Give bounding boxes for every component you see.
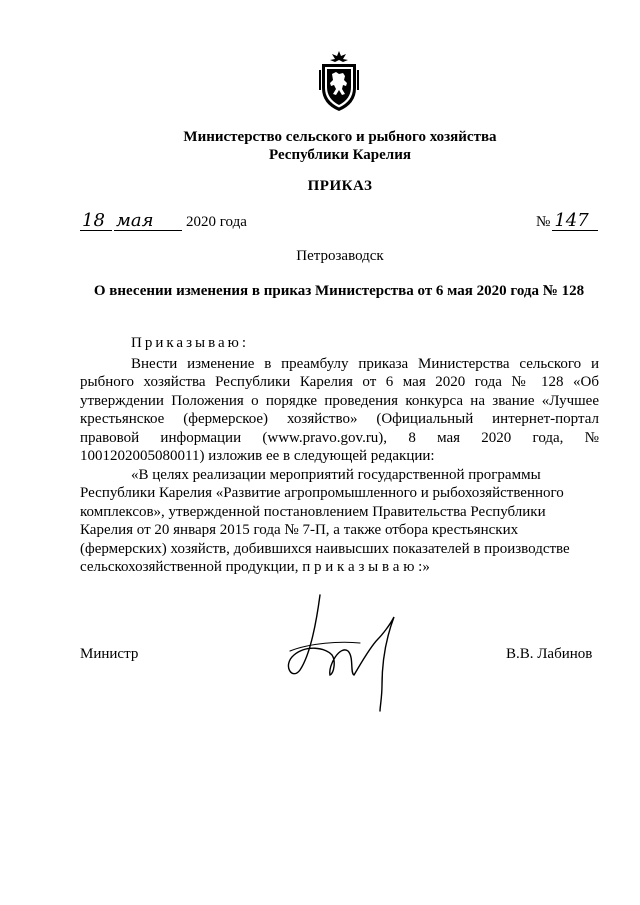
paragraph-1 (80, 355, 599, 465)
order-word: Приказываю: (131, 335, 249, 351)
number-sign: № (536, 214, 551, 230)
paragraph-2-main: «В целях реализации мероприятий государственной программы Республики Карелия «Развитие агропромышленного и рыбохозяйственного комплексов», утвержденной постановлением Правительства Республики Карелия от 20 января 2015 года № 7-П, а также отбора крестьянских (фермерских) хозяйств, добившихся наивысших показателей в производстве сельскохозяйственной продукции, (80, 467, 570, 576)
document-number (536, 212, 598, 231)
signer-name: В.В. Лабинов (506, 646, 593, 662)
paragraph-2-text (80, 466, 599, 576)
handwritten-signature-icon (270, 585, 420, 715)
number-value: 147 (552, 212, 598, 231)
city-name: Петрозаводск (296, 248, 384, 264)
ministry-name-line2: Республики Карелия (269, 147, 411, 163)
paragraph-1-text: Внести изменение в преамбулу приказа Министерства сельского и рыбного хозяйства Республики Карелия от 6 мая 2020 года № 128 «Об утверждении Положения о порядке проведения конкурса на звание «Лучшее крестьянское (фермерское) хозяйство» (Официальный интернет-портал правовой информации (www.pravo.gov.ru), 8 мая 2020 года, № 1001202005080011) изложив ее в следующей редакции: (80, 356, 599, 465)
date-year: 2020 года (186, 214, 247, 230)
signer-title: Министр (80, 646, 139, 662)
paragraph-2-end: п р и к а з ы в а ю :» (302, 559, 430, 576)
paragraph-2 (80, 466, 599, 576)
document-subject: О внесении изменения в приказ Министерства от 6 мая 2020 года № 128 (93, 283, 585, 299)
date-month: мая (114, 212, 182, 231)
date-day: 18 (80, 212, 112, 231)
document-date (80, 212, 247, 231)
document-type-title: ПРИКАЗ (307, 178, 373, 194)
karelia-coat-of-arms-icon (316, 50, 362, 112)
ministry-name-line1: Министерство сельского и рыбного хозяйства (183, 129, 497, 145)
